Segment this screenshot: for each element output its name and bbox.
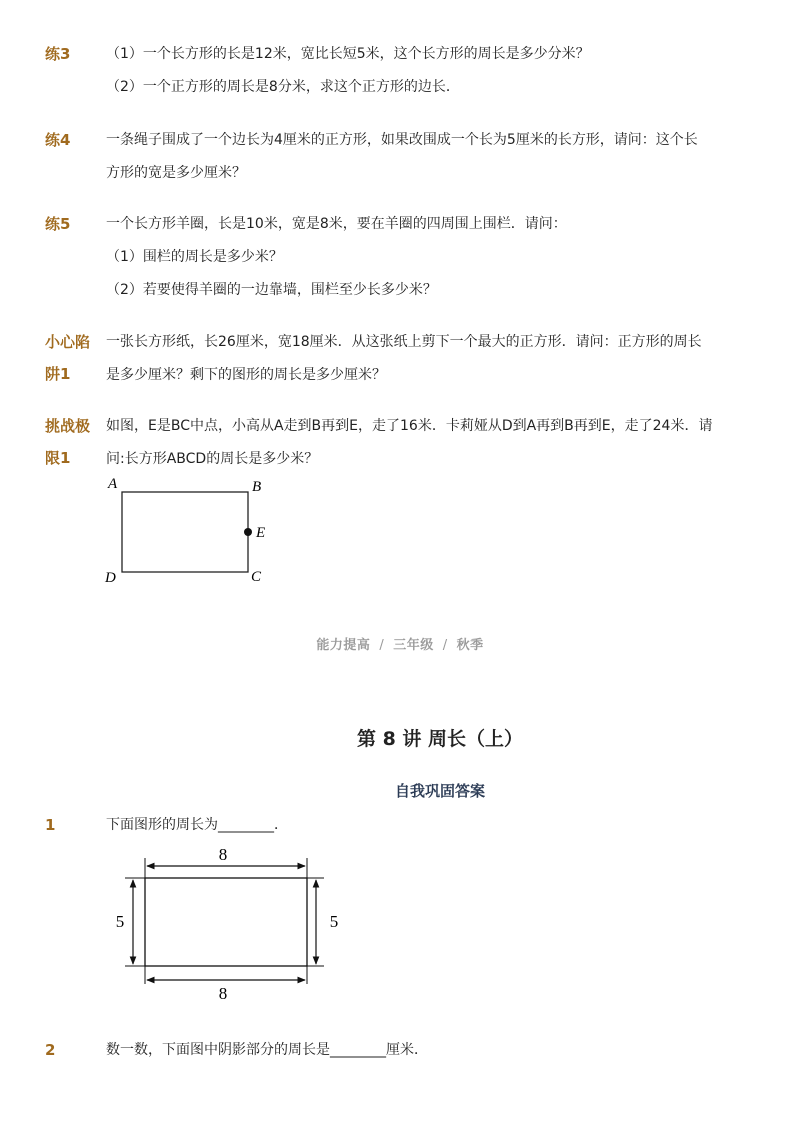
footer-part: 能力提高	[316, 638, 371, 653]
exercise-label: 练3	[45, 45, 71, 63]
section-title: 第 8 讲 周长（上）	[356, 728, 524, 750]
exercise-text	[106, 124, 721, 190]
exercise-label	[45, 410, 103, 474]
exercise-line: （2）一个正方形的周长是8分米，求这个正方形的边长．	[106, 79, 460, 95]
vertex-label-b: B	[252, 479, 262, 495]
right-dimension-label: 5	[329, 912, 339, 931]
vertex-label-e: E	[256, 525, 266, 541]
exercise-line: 方形的宽是多少厘米？	[106, 165, 246, 181]
footer-separator: /	[442, 638, 448, 653]
label-line: 挑战极	[45, 417, 91, 435]
label-line: 阱1	[45, 365, 71, 383]
exercise-label: 练5	[45, 215, 71, 233]
main-rectangle	[145, 878, 307, 966]
bottom-dimension-label: 8	[218, 984, 228, 1003]
exercise-text	[106, 208, 721, 307]
answer-text	[106, 1034, 721, 1067]
answer-blank: ________	[218, 817, 274, 833]
label-line: 限1	[45, 449, 71, 467]
exercise-line: （2）若要使得羊圈的一边靠墙，围栏至少长多少米？	[106, 282, 437, 298]
exercise-text	[106, 326, 721, 392]
vertex-label-c: C	[251, 569, 262, 585]
exercise-label: 练4	[45, 131, 71, 149]
exercise-text	[106, 38, 721, 104]
answer-prompt: 数一数，下面图中阴影部分的周长是	[106, 1042, 330, 1058]
answer-suffix: ．	[274, 817, 288, 833]
footer-part: 三年级	[393, 638, 434, 653]
label-line: 小心陷	[45, 333, 91, 351]
exercise-line: （1）一个长方形的长是12米，宽比长短5米，这个长方形的周长是多少分米？	[106, 46, 590, 62]
vertex-label-a: A	[108, 476, 118, 492]
midpoint-e-dot	[244, 528, 252, 536]
top-dimension-label: 8	[218, 845, 228, 864]
exercise-line: 是多少厘米？剩下的图形的周长是多少厘米？	[106, 367, 386, 383]
exercise-line: 如图，E是BC中点，小高从A走到B再到E，走了16米．卡莉娅从D到A再到B再到E，走了24米．请	[106, 418, 713, 434]
exercise-line: 一张长方形纸，长26厘米，宽18厘米．从这张纸上剪下一个最大的正方形．请问：正方形的周长	[106, 334, 702, 350]
answer-number: 2	[45, 1041, 56, 1059]
answer-blank: ________	[330, 1042, 386, 1058]
section-subtitle: 自我巩固答案	[394, 782, 485, 800]
footer-part: 秋季	[456, 638, 484, 653]
answer-suffix: 厘米．	[386, 1042, 428, 1058]
dimension-rectangle-figure	[110, 838, 350, 1008]
exercise-line: 问:长方形ABCD的周长是多少米？	[106, 451, 319, 467]
exercise-line: 一条绳子围成了一个边长为4厘米的正方形，如果改围成一个长为5厘米的长方形，请问：这个长	[106, 132, 698, 148]
vertex-label-d: D	[105, 570, 116, 586]
answer-number: 1	[45, 816, 56, 834]
footer-separator: /	[379, 638, 385, 653]
rectangle-abcd-figure	[100, 470, 290, 590]
answer-prompt: 下面图形的周长为	[106, 817, 218, 833]
rectangle-outline	[122, 492, 248, 572]
exercise-line: （1）围栏的周长是多少米？	[106, 249, 283, 265]
exercise-label	[45, 326, 103, 390]
page-footer	[0, 634, 800, 653]
exercise-text	[106, 410, 721, 476]
left-dimension-label: 5	[115, 912, 125, 931]
exercise-line: 一个长方形羊圈，长是10米，宽是8米，要在羊圈的四周围上围栏．请问：	[106, 216, 567, 232]
